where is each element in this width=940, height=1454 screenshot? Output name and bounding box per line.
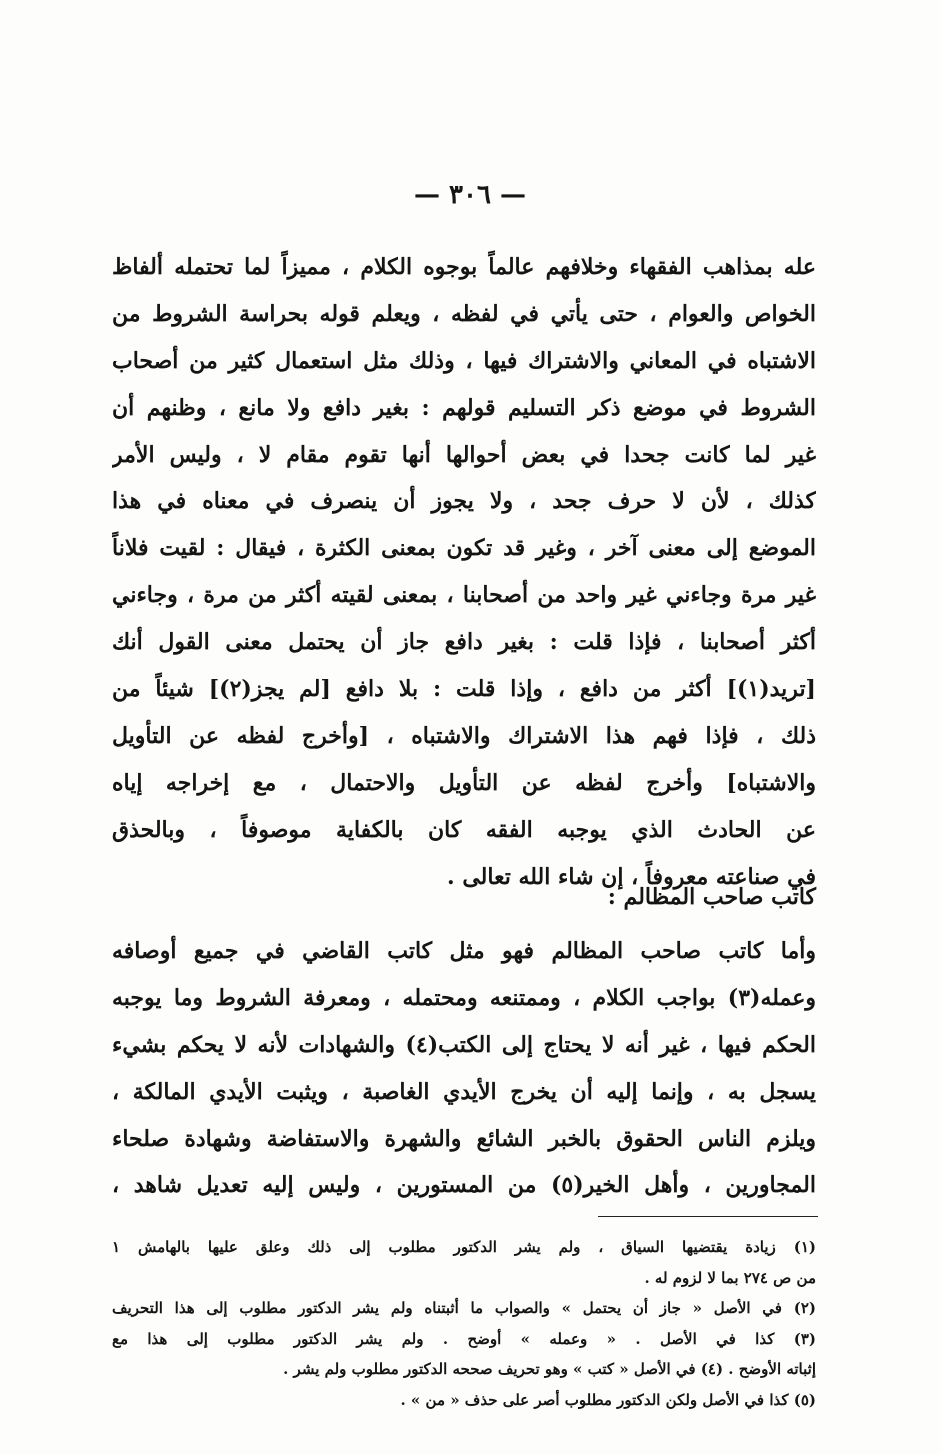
text-line: في صناعته معروفاً ، إن شاء الله تعالى . <box>447 863 816 890</box>
text-line: والاشتباه] وأخرج لفظه عن التأويل والاحتمال ، مع إخراجه إياه <box>112 769 816 796</box>
text-line: المجاورين ، وأهل الخير(٥) من المستورين ، وليس إليه تعديل شاهد ، <box>112 1172 816 1199</box>
text-line: وعمله(٣) بواجب الكلام ، وممتنعه ومحتمله ، ومعرفة الشروط وما يوجبه <box>112 984 816 1011</box>
text-line: وأما كاتب صاحب المظالم فهو مثل كاتب القاضي في جميع أوصافه <box>112 938 816 964</box>
text-line: عن الحادث الذي يوجبه الفقه كان بالكفاية موصوفاً ، وبالحذق <box>112 816 816 843</box>
text-line: الاشتباه في المعاني والاشتراك فيها ، وذلك مثل استعمال كثير من أصحاب <box>112 347 816 374</box>
text-line: ذلك ، فإذا فهم هذا الاشتراك والاشتباه ، [وأخرج لفظه عن التأويل <box>112 722 816 749</box>
section-heading: كاتب صاحب المظالم : <box>607 884 816 910</box>
footnote-line: (٢) في الأصل « جاز أن يحتمل » والصواب ما أثبتناه ولم يشر الدكتور مطلوب إلى هذا التحريف <box>112 1299 816 1317</box>
text-line: [تريد(١)] أكثر من دافع ، وإذا قلت : بلا دافع [لم يجز(٢)] شيئاً من <box>112 676 816 703</box>
text-line: الخواص والعوام ، حتى يأتي في لفظه ، ويعلم قوله بحراسة الشروط من <box>112 300 816 327</box>
text-line: غير لما كانت جحدا في بعض أحوالها أنها تقوم مقام لا ، وليس الأمر <box>112 441 816 468</box>
text-line: يسجل به ، وإنما إليه أن يخرج الأيدي الغاصبة ، ويثبت الأيدي المالكة ، <box>112 1078 816 1105</box>
text-line: الموضع إلى معنى آخر ، وغير قد تكون بمعنى الكثرة ، فيقال : لقيت فلاناً <box>112 535 816 562</box>
text-line: الحكم فيها ، غير أنه لا يحتاج إلى الكتب(٤) والشهادات لأنه لا يحكم بشيء <box>112 1031 816 1058</box>
footnotes <box>112 1232 816 1415</box>
footnote-line: (٣) كذا في الأصل . « وعمله » أوضح . ولم يشر الدكتور مطلوب إلى هذا مع <box>112 1329 816 1348</box>
footnote-line: إثباته الأوضح . (٤) في الأصل « كتب » وهو تحريف صححه الدكتور مطلوب ولم يشر . <box>283 1360 816 1378</box>
paragraph-one <box>112 244 816 900</box>
text-line: كذلك ، لأن لا حرف جحد ، ولا يجوز أن ينصرف في معناه في هذا <box>112 488 816 515</box>
paragraph-two <box>112 928 816 1209</box>
text-line: عله بمذاهب الفقهاء وخلافهم عالماً بوجوه الكلام ، مميزاً لما تحتمله ألفاظ <box>112 254 816 280</box>
text-line: الشروط في موضع ذكر التسليم قولهم : بغير دافع ولا مانع ، وظنهم أن <box>112 394 816 421</box>
page-number: — ٣٠٦ — <box>413 180 527 210</box>
text-line: ويلزم الناس الحقوق بالخبر الشائع والشهرة والاستفاضة وشهادة صلحاء <box>112 1125 816 1152</box>
footnote-line: (٥) كذا في الأصل ولكن الدكتور مطلوب أصر على حذف « من » . <box>400 1390 816 1409</box>
footnote-line: (١) زيادة يقتضيها السياق ، ولم يشر الدكتور مطلوب إلى ذلك وعلق عليها بالهامش ١ <box>112 1238 816 1256</box>
footnote-line: من ص ٢٧٤ بما لا لزوم له . <box>644 1268 816 1287</box>
footnote-divider <box>598 1216 818 1217</box>
text-line: أكثر أصحابنا ، فإذا قلت : بغير دافع جاز أن يحتمل معنى القول أنك <box>112 629 816 656</box>
text-line: غير مرة وجاءني غير واحد من أصحابنا ، بمعنى لقيته أكثر من مرة ، وجاءني <box>112 582 816 609</box>
